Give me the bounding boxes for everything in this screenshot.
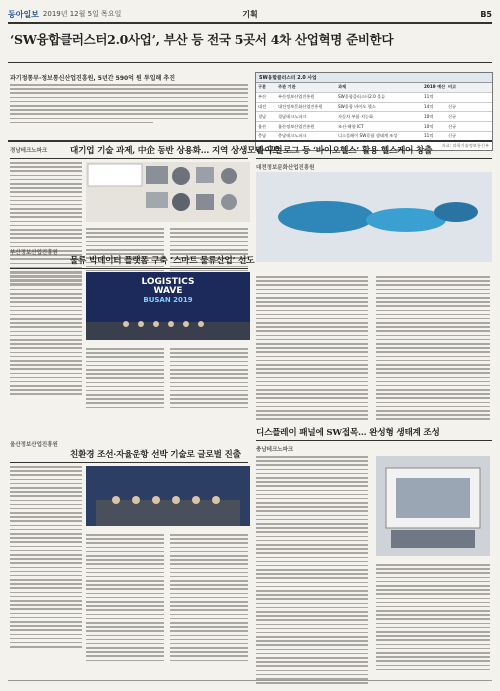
issue-date: 2019년 12월 5일 목요일 — [42, 10, 122, 18]
ulsan-ceremony-photo — [86, 466, 250, 526]
daejeon-body-text-2 — [376, 276, 490, 420]
table-header: 주관 기관 — [278, 84, 296, 90]
gyeongnam-label: 경남테크노파크 — [10, 148, 48, 154]
wearable-device-image — [256, 172, 492, 262]
daejeon-body-text — [256, 276, 368, 420]
table-source: 자료: 과학기술정보통신부 — [441, 142, 489, 148]
banner-line: WAVE — [153, 286, 183, 296]
table-header-row — [256, 83, 492, 93]
chungnam-rule — [256, 440, 492, 441]
table-cell: 14억 — [424, 103, 434, 109]
table-row — [256, 103, 492, 113]
headline-rule — [8, 62, 492, 63]
busan-body-text — [10, 272, 82, 395]
ulsan-headline: 친환경 조선·자율운항 선박 기술로 글로벌 진출 — [70, 450, 241, 460]
busan-body-text-3 — [170, 348, 248, 408]
table-cell: SW융합클러스터2.0 물류 — [338, 94, 386, 100]
table-title: SW융합클러스터 2.0 사업 — [256, 73, 492, 83]
table-cell: 대전정보문화산업진흥원 — [278, 103, 323, 109]
table-row — [256, 112, 492, 122]
table-cell: 신규 — [448, 123, 457, 129]
table-cell: 대전 — [258, 103, 267, 109]
banner-text — [126, 278, 210, 305]
masthead — [8, 6, 492, 24]
display-equipment-image — [376, 456, 490, 556]
signing-ceremony-image — [86, 466, 250, 526]
engine-parts-image — [86, 162, 250, 222]
gyeongnam-rule — [10, 158, 248, 159]
lead-headline: ‘SW융합클러스터2.0사업’, 부산 등 전국 5곳서 4차 산업혁명 준비한다 — [10, 32, 394, 47]
daejeon-headline: 라이트 로그 등 ‘바이오헬스’ 활용 헬스케어 창출 — [256, 146, 433, 156]
ulsan-label: 울산정보산업진흥원 — [10, 442, 58, 448]
table-header: 구분 — [258, 84, 267, 90]
busan-body-text-2 — [86, 348, 164, 408]
table-cell: 신규 — [448, 113, 457, 119]
ulsan-body-text-3 — [170, 534, 248, 661]
page-bottom-rule — [8, 680, 492, 681]
ulsan-body-text — [10, 466, 82, 648]
newspaper-logo: 동아일보 — [8, 8, 39, 19]
banner-line: BUSAN 2019 — [143, 296, 193, 304]
table-cell: 신규 — [448, 103, 457, 109]
busan-conference-photo — [86, 272, 250, 340]
table-cell: 신규 — [448, 133, 457, 139]
table-cell: 충남테크노파크 — [278, 133, 307, 139]
sw-cluster-table — [255, 72, 493, 151]
table-header: 과제 — [338, 84, 347, 90]
table-header: 비고 — [448, 84, 457, 90]
table-cell: 울산정보산업진흥원 — [278, 123, 315, 129]
chungnam-display-photo — [376, 456, 490, 556]
ulsan-body-text-2 — [86, 534, 164, 661]
table-cell: 디스플레이 SW융합 생태계 조성 — [338, 133, 398, 139]
table-cell: 조선·해양 ICT — [338, 123, 364, 129]
busan-rule — [10, 268, 248, 269]
gyeongnam-headline: 대기업 기술 과제, 中企 동반 상용화… 지역 상생모델 구현 — [70, 146, 283, 156]
daejeon-device-photo — [256, 172, 492, 262]
gyeongnam-photo — [86, 162, 250, 222]
chungnam-body-text-2 — [376, 564, 490, 670]
table-cell: 11억 — [424, 94, 434, 100]
table-cell: 울산 — [258, 123, 267, 129]
lead-body-text — [10, 84, 248, 123]
daejeon-label: 대전정보문화산업진흥원 — [256, 165, 315, 171]
busan-label: 부산정보산업진흥원 — [10, 250, 58, 256]
table-row — [256, 122, 492, 132]
table-cell: 충남 — [258, 133, 267, 139]
gyeongnam-body-text — [10, 162, 82, 285]
table-cell: 10억 — [424, 113, 434, 119]
table-cell: 11억 — [424, 133, 434, 139]
section-divider — [8, 140, 492, 142]
daejeon-rule — [256, 158, 492, 159]
table-cell: SW융합 바이오 헬스 — [338, 103, 376, 109]
table-header: 2019 예산 — [424, 84, 446, 90]
table-cell: 자동차 부품 지능화 — [338, 113, 374, 119]
busan-headline: 물류 빅데이터 플랫폼 구축 ‘스마트 물류산업’ 선도 — [70, 256, 255, 266]
page-number: B5 — [480, 9, 492, 19]
lead-subhead: 과기정통부·정보통신산업진흥원, 5년간 590억 원 투입해 추진 — [10, 75, 176, 82]
table-cell: 경남 — [258, 113, 267, 119]
section-title: 기획 — [242, 9, 258, 19]
chungnam-label: 충남테크노파크 — [256, 447, 294, 453]
table-row — [256, 93, 492, 103]
table-cell: 부산 — [258, 94, 267, 100]
table-cell: 10억 — [424, 123, 434, 129]
banner-line: LOGISTICS — [141, 277, 195, 287]
table-cell: 경남테크노파크 — [278, 113, 307, 119]
chungnam-body-text — [256, 456, 368, 684]
chungnam-headline: 디스플레이 패널에 SW접목… 완성형 생태계 조성 — [256, 428, 440, 438]
table-cell: 부산정보산업진흥원 — [278, 94, 315, 100]
ulsan-rule — [10, 462, 248, 463]
